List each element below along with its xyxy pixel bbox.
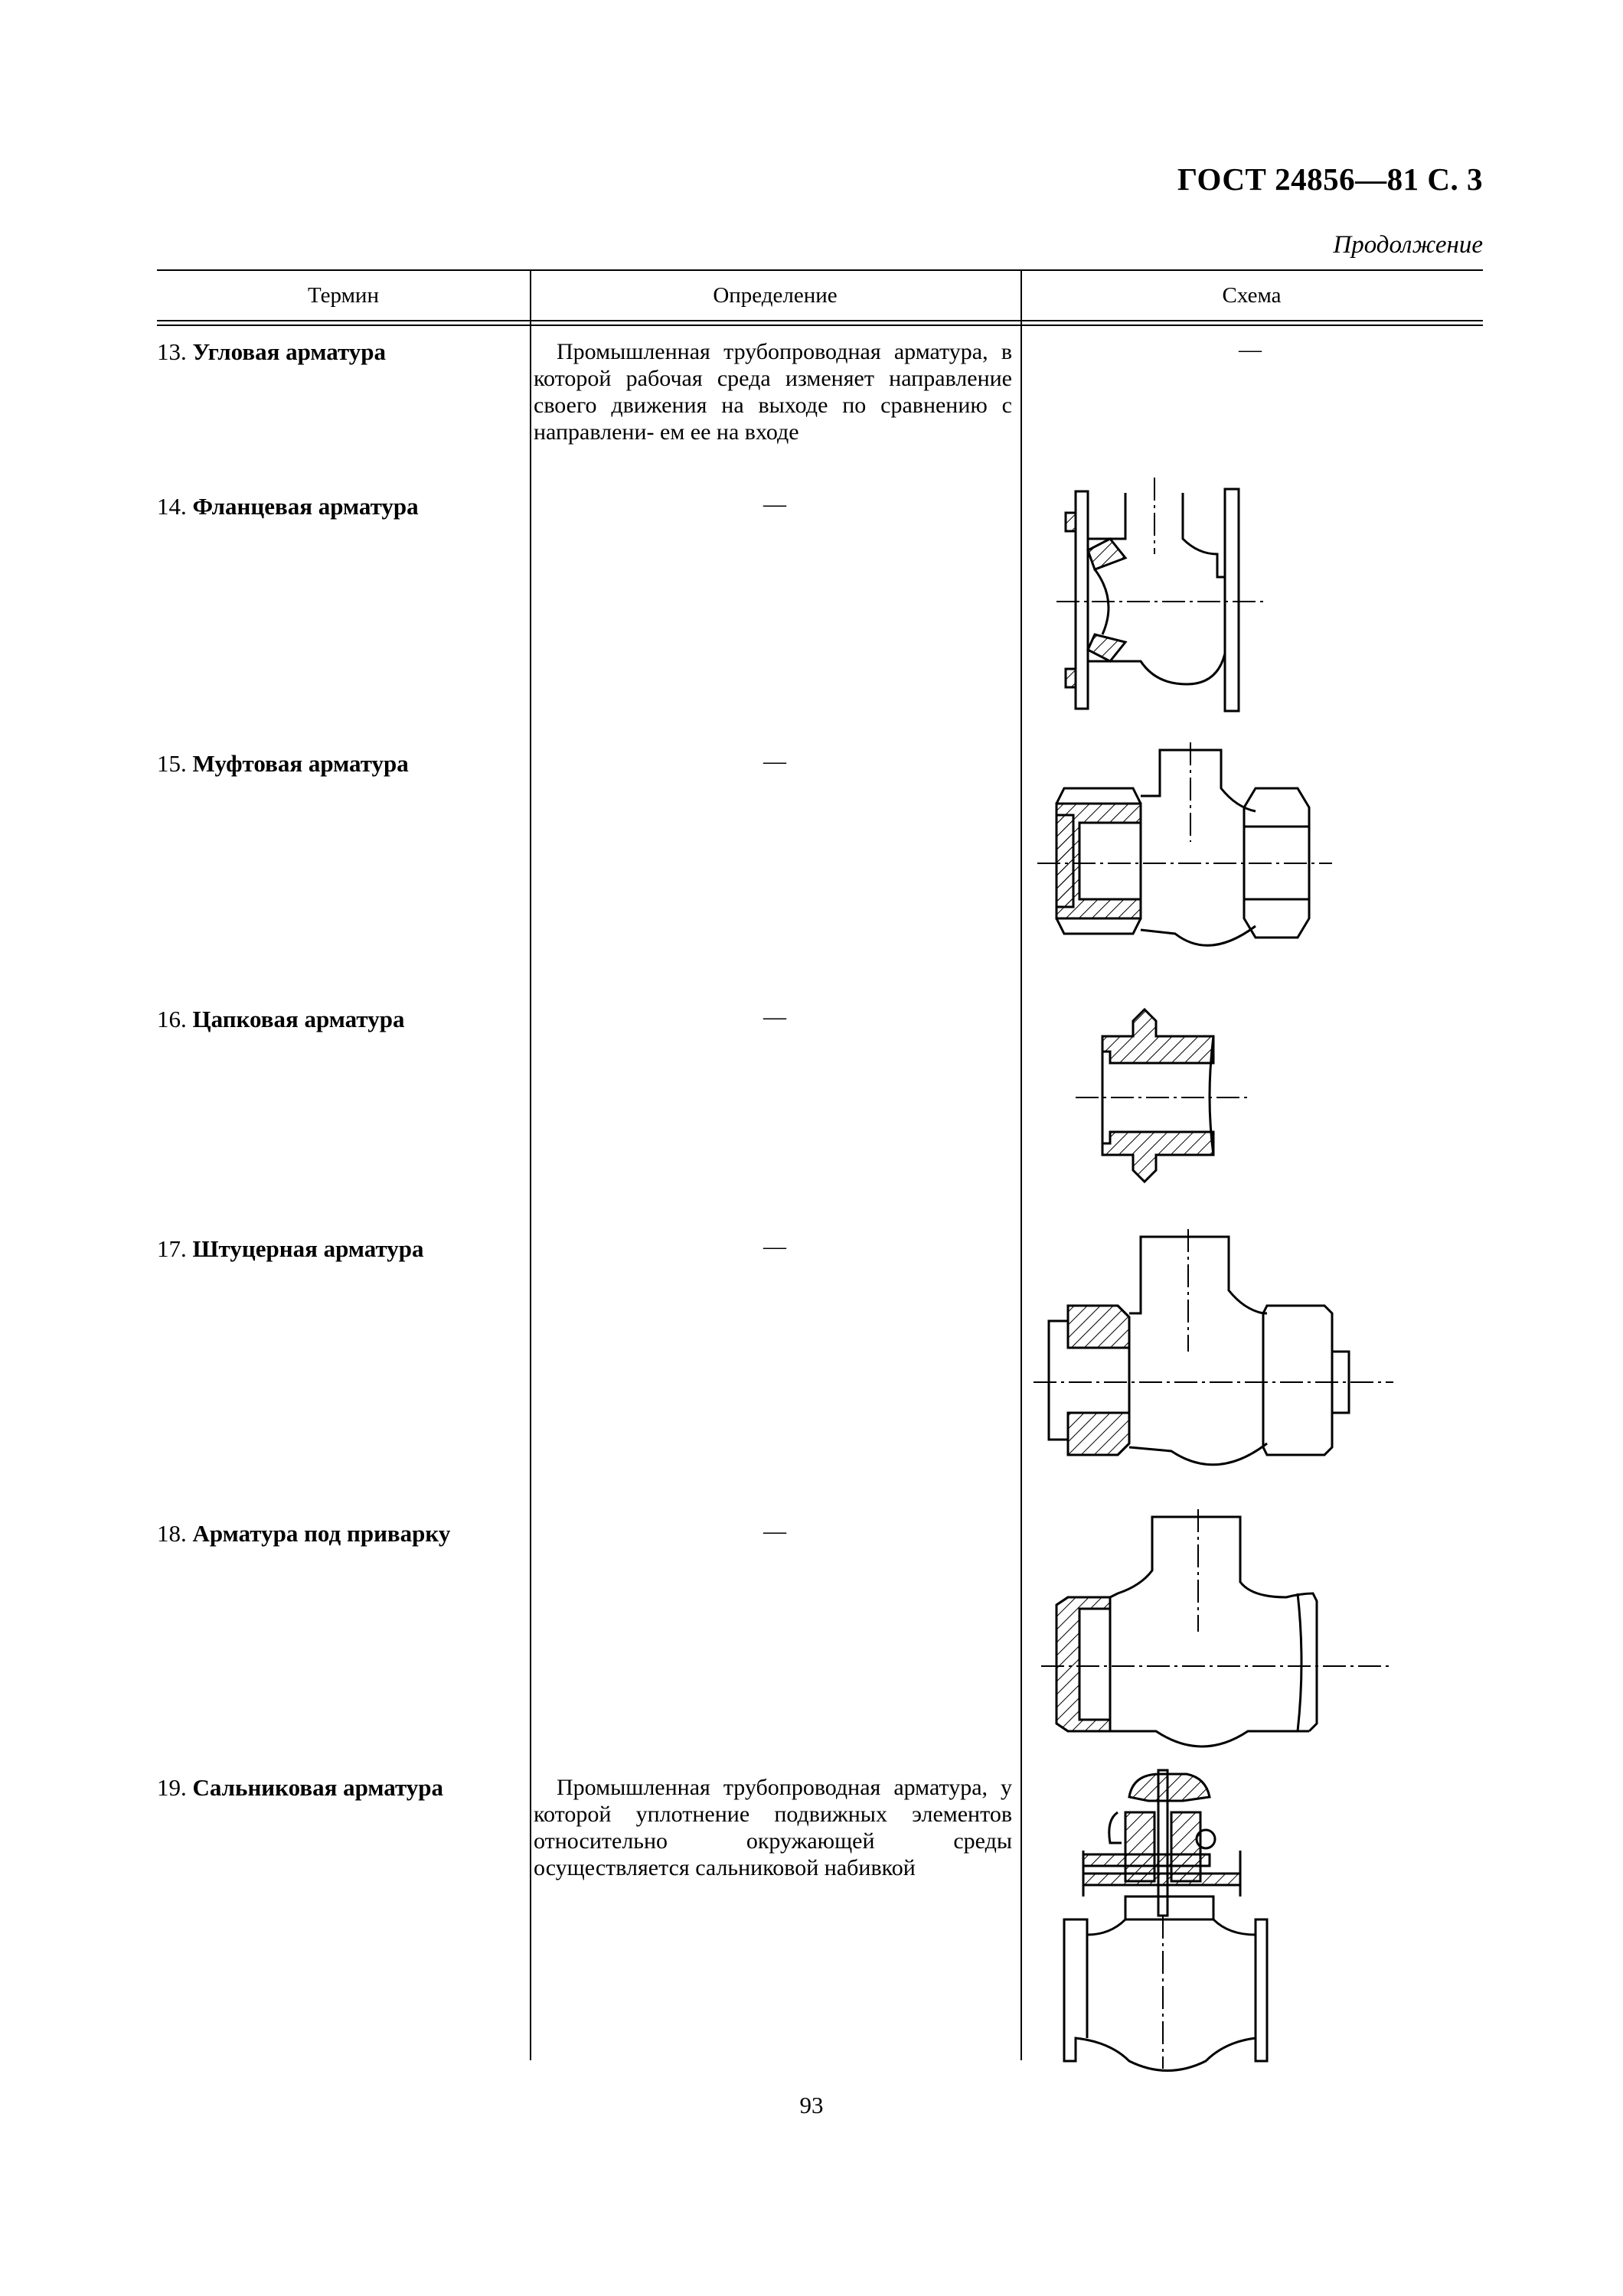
gland-valve-drawing-icon: [1034, 1766, 1483, 2076]
coupling-valve-drawing-icon: [1034, 742, 1483, 991]
term-name: Сальниковая арматура: [192, 1774, 444, 1801]
document-code: ГОСТ 24856—81 С. 3: [1177, 161, 1483, 197]
table-top-rule: [157, 269, 1483, 271]
term-name: Арматура под приварку: [192, 1520, 451, 1547]
term-number: 18.: [157, 1520, 187, 1547]
page-number: 93: [799, 2092, 824, 2118]
header-definition: Определение: [713, 283, 838, 308]
definition-text: Промышленная трубопроводная арматура, у которой уплотнение подвижных элементов относительно окружающей среды осуществляется сальниковой набивкой: [534, 1775, 1012, 1880]
term-cell: [157, 1774, 524, 1802]
definition-dash: —: [763, 1234, 786, 1259]
definition-dash: —: [763, 748, 786, 774]
term-name: Штуцерная арматура: [192, 1235, 424, 1262]
definition-text: Промышленная трубопроводная арматура, в которой рабочая среда изменяет направление своего движения на выходе по сравнению с направлени- ем ее на входе: [534, 339, 1012, 445]
terms-table: [157, 269, 1483, 2060]
term-name: Муфтовая арматура: [192, 750, 409, 777]
definition-dash: —: [763, 491, 786, 517]
term-number: 17.: [157, 1235, 187, 1262]
term-name: Фланцевая арматура: [192, 493, 419, 520]
term-cell: [157, 338, 524, 366]
flanged-valve-drawing-icon: [1034, 478, 1483, 726]
table-header-rule: [157, 320, 1483, 321]
table-header-rule-double: [157, 325, 1483, 326]
nipple-valve-drawing-icon: [1034, 1229, 1483, 1493]
term-cell: [157, 1006, 524, 1033]
definition-dash: —: [763, 1004, 786, 1029]
column-divider-1: [530, 269, 531, 2060]
term-name: Угловая арматура: [192, 338, 387, 365]
term-cell: [157, 493, 524, 520]
term-cell: [157, 750, 524, 778]
spigot-valve-drawing-icon: [1034, 1006, 1483, 1208]
header-term: Термин: [308, 283, 379, 308]
term-number: 13.: [157, 338, 187, 365]
term-cell: [157, 1520, 524, 1548]
definition-dash: —: [763, 1518, 786, 1544]
definition-cell: [534, 1774, 1012, 1881]
column-divider-2: [1020, 269, 1022, 2060]
header-schema: Схема: [1222, 283, 1282, 308]
definition-cell: [534, 338, 1012, 445]
term-number: 19.: [157, 1774, 187, 1801]
term-number: 15.: [157, 750, 187, 777]
term-number: 16.: [157, 1006, 187, 1032]
schema-dash: —: [1239, 337, 1262, 362]
term-name: Цапковая арматура: [192, 1006, 405, 1032]
weld-end-valve-drawing-icon: [1034, 1509, 1483, 1750]
term-cell: [157, 1235, 524, 1263]
term-number: 14.: [157, 493, 187, 520]
continuation-label: Продолжение: [1333, 231, 1483, 259]
